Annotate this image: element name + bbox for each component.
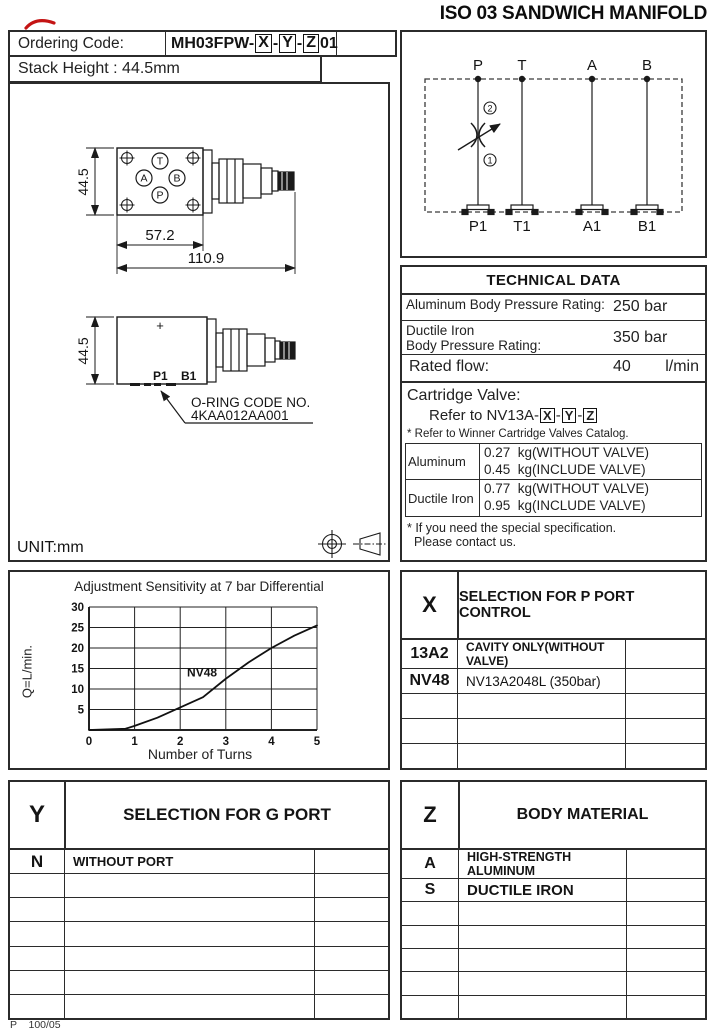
weight-material: Aluminum (406, 444, 480, 479)
table-row (402, 926, 705, 949)
port-b-label: B (173, 172, 181, 185)
footer-page-ref: P 100/05 (10, 1019, 61, 1028)
weight-table (405, 443, 702, 517)
schematic-port-p: P (472, 57, 484, 74)
hydraulic-schematic-panel (400, 30, 707, 258)
rated-flow-value: 40 l/min (613, 358, 699, 375)
svg-text:5: 5 (77, 704, 84, 717)
ordering-code-dash2: - (296, 34, 303, 52)
port-p-label: P (156, 189, 164, 202)
weight-values: 0.77 kg(WITHOUT VALVE) 0.95 kg(INCLUDE VALVE) (484, 481, 650, 513)
svg-text:3: 3 (222, 736, 230, 748)
table-row (402, 694, 705, 719)
table-row (10, 922, 388, 946)
table-row (10, 995, 388, 1018)
schematic-bottom-ports (462, 205, 663, 215)
table-row: 13A2 CAVITY ONLY(WITHOUT VALVE) (402, 640, 705, 669)
table-row: NV48 NV13A2048L (350bar) (402, 669, 705, 694)
ductile-pressure-value: 350 bar (613, 329, 668, 346)
ordering-code-dash1: - (272, 34, 279, 52)
chart-y-axis-label: Q=L/min. (19, 644, 35, 699)
selection-z-table (400, 780, 707, 1020)
schematic-lines (478, 79, 647, 205)
port-a-label: A (140, 172, 148, 185)
svg-text:0: 0 (85, 736, 93, 748)
selection-y-table (8, 780, 390, 1020)
schematic-port-b: B (641, 57, 653, 74)
throttle-valve-symbol (458, 123, 500, 150)
table-row: A HIGH-STRENGTH ALUMINUM (402, 850, 705, 879)
schematic-port-b1: B1 (637, 218, 657, 235)
page-title: ISO 03 SANDWICH MANIFOLD (439, 3, 707, 24)
side-plus-mark: + (156, 318, 164, 333)
aluminum-pressure-value: 250 bar (613, 298, 668, 315)
svg-text:2: 2 (176, 736, 184, 748)
dim-height-label: 44.5 (75, 168, 91, 196)
side-dim-height-label: 44.5 (75, 337, 91, 365)
ordering-code-box-y: Y (279, 34, 296, 52)
ordering-code-suffix: 01 (320, 34, 338, 52)
schematic-port-a: A (586, 57, 598, 74)
cartridge-line2: Refer to NV13A- X - Y - Z (407, 407, 701, 424)
table-row: N WITHOUT PORT (10, 850, 388, 874)
technical-data-panel (400, 265, 707, 562)
cartridge-box-z: Z (583, 408, 597, 423)
third-angle-cone-icon (353, 533, 387, 555)
side-port-b1-label: B1 (181, 369, 197, 383)
schematic-port-a1: A1 (582, 218, 602, 235)
svg-text:NV48: NV48 (187, 665, 218, 680)
svg-text:25: 25 (71, 622, 84, 635)
svg-text:10: 10 (71, 684, 84, 696)
stack-height-box: Stack Height : 44.5mm (8, 55, 322, 83)
technical-data-title: TECHNICAL DATA (402, 267, 705, 295)
svg-text:20: 20 (71, 643, 84, 655)
cartridge-valve-block (402, 383, 705, 442)
oring-note-line2: 4KAA012AA001 (191, 408, 289, 423)
rated-flow-label: Rated flow: (409, 358, 490, 375)
ductile-pressure-label: Ductile Iron Body Pressure Rating: (406, 323, 542, 353)
sensitivity-chart (10, 572, 388, 768)
table-row (402, 744, 705, 768)
svg-text:30: 30 (71, 602, 84, 614)
weight-row-ductile (406, 480, 701, 516)
schematic-port-t: T (517, 57, 527, 74)
ordering-code-empty-cell (337, 32, 395, 55)
svg-text:4: 4 (268, 736, 275, 748)
dimension-drawings (10, 84, 388, 560)
schematic-port-t1: T1 (513, 218, 531, 235)
side-port-p1-label: P1 (153, 369, 168, 383)
table-row (402, 996, 705, 1018)
weight-material: Ductile Iron (406, 480, 480, 516)
ordering-code-prefix: MH03FPW- (171, 34, 255, 52)
svg-text:15: 15 (71, 663, 84, 676)
dimension-drawings-panel (8, 82, 390, 562)
table-row (10, 874, 388, 898)
selection-x-table (400, 570, 707, 770)
svg-text:5: 5 (313, 736, 321, 748)
cartridge-valve-side (203, 150, 294, 213)
selection-z-title: BODY MATERIAL (516, 806, 649, 823)
dim-width-label: 57.2 (145, 227, 175, 244)
cartridge-note: * Refer to Winner Cartridge Valves Catalog. (407, 428, 629, 440)
table-row: S DUCTILE IRON (402, 879, 705, 902)
weight-values: 0.27 kg(WITHOUT VALVE) 0.45 kg(INCLUDE VALVE) (484, 445, 650, 477)
ordering-code-box-z: Z (303, 34, 319, 52)
weight-row-aluminum (406, 444, 701, 480)
dim-total-label: 110.9 (187, 250, 225, 267)
table-row (402, 949, 705, 972)
selection-y-code: Y (10, 782, 66, 848)
chart-title: Adjustment Sensitivity at 7 bar Differential (74, 579, 324, 594)
cartridge-line1: Cartridge Valve: (407, 387, 521, 404)
chart-x-axis-label: Number of Turns (147, 746, 253, 762)
selection-x-title: SELECTION FOR P PORT CONTROL (459, 589, 635, 621)
cartridge-box-y: Y (562, 408, 577, 423)
port-t-label: T (156, 155, 164, 168)
selection-z-code: Z (402, 782, 460, 848)
table-row (402, 719, 705, 744)
valve-mark-1: 1 (487, 155, 493, 166)
table-row (402, 972, 705, 995)
ordering-code-value (166, 32, 337, 55)
svg-text:1: 1 (131, 736, 138, 748)
valve-mark-2: 2 (487, 103, 493, 114)
selection-x-code: X (402, 572, 459, 638)
table-row (10, 971, 388, 995)
table-row (10, 947, 388, 971)
third-angle-target-icon (318, 530, 346, 558)
aluminum-pressure-label: Aluminum Body Pressure Rating: (406, 297, 605, 312)
chart-panel (8, 570, 390, 770)
ordering-code-label: Ordering Code: (10, 32, 166, 55)
ordering-code-box-x: X (255, 34, 272, 52)
schematic-port-p1: P1 (468, 218, 488, 235)
unit-label: UNIT:mm (17, 539, 84, 556)
table-row (10, 898, 388, 922)
ordering-code-box (8, 30, 397, 57)
oring-note-line1: O-RING CODE NO. (191, 395, 311, 410)
special-spec-note: * If you need the special specification. Please contact us. (407, 521, 617, 549)
table-row (402, 902, 705, 925)
hydraulic-schematic (402, 32, 705, 256)
selection-y-title: SELECTION FOR G PORT (123, 805, 331, 824)
cartridge-box-x: X (540, 408, 555, 423)
